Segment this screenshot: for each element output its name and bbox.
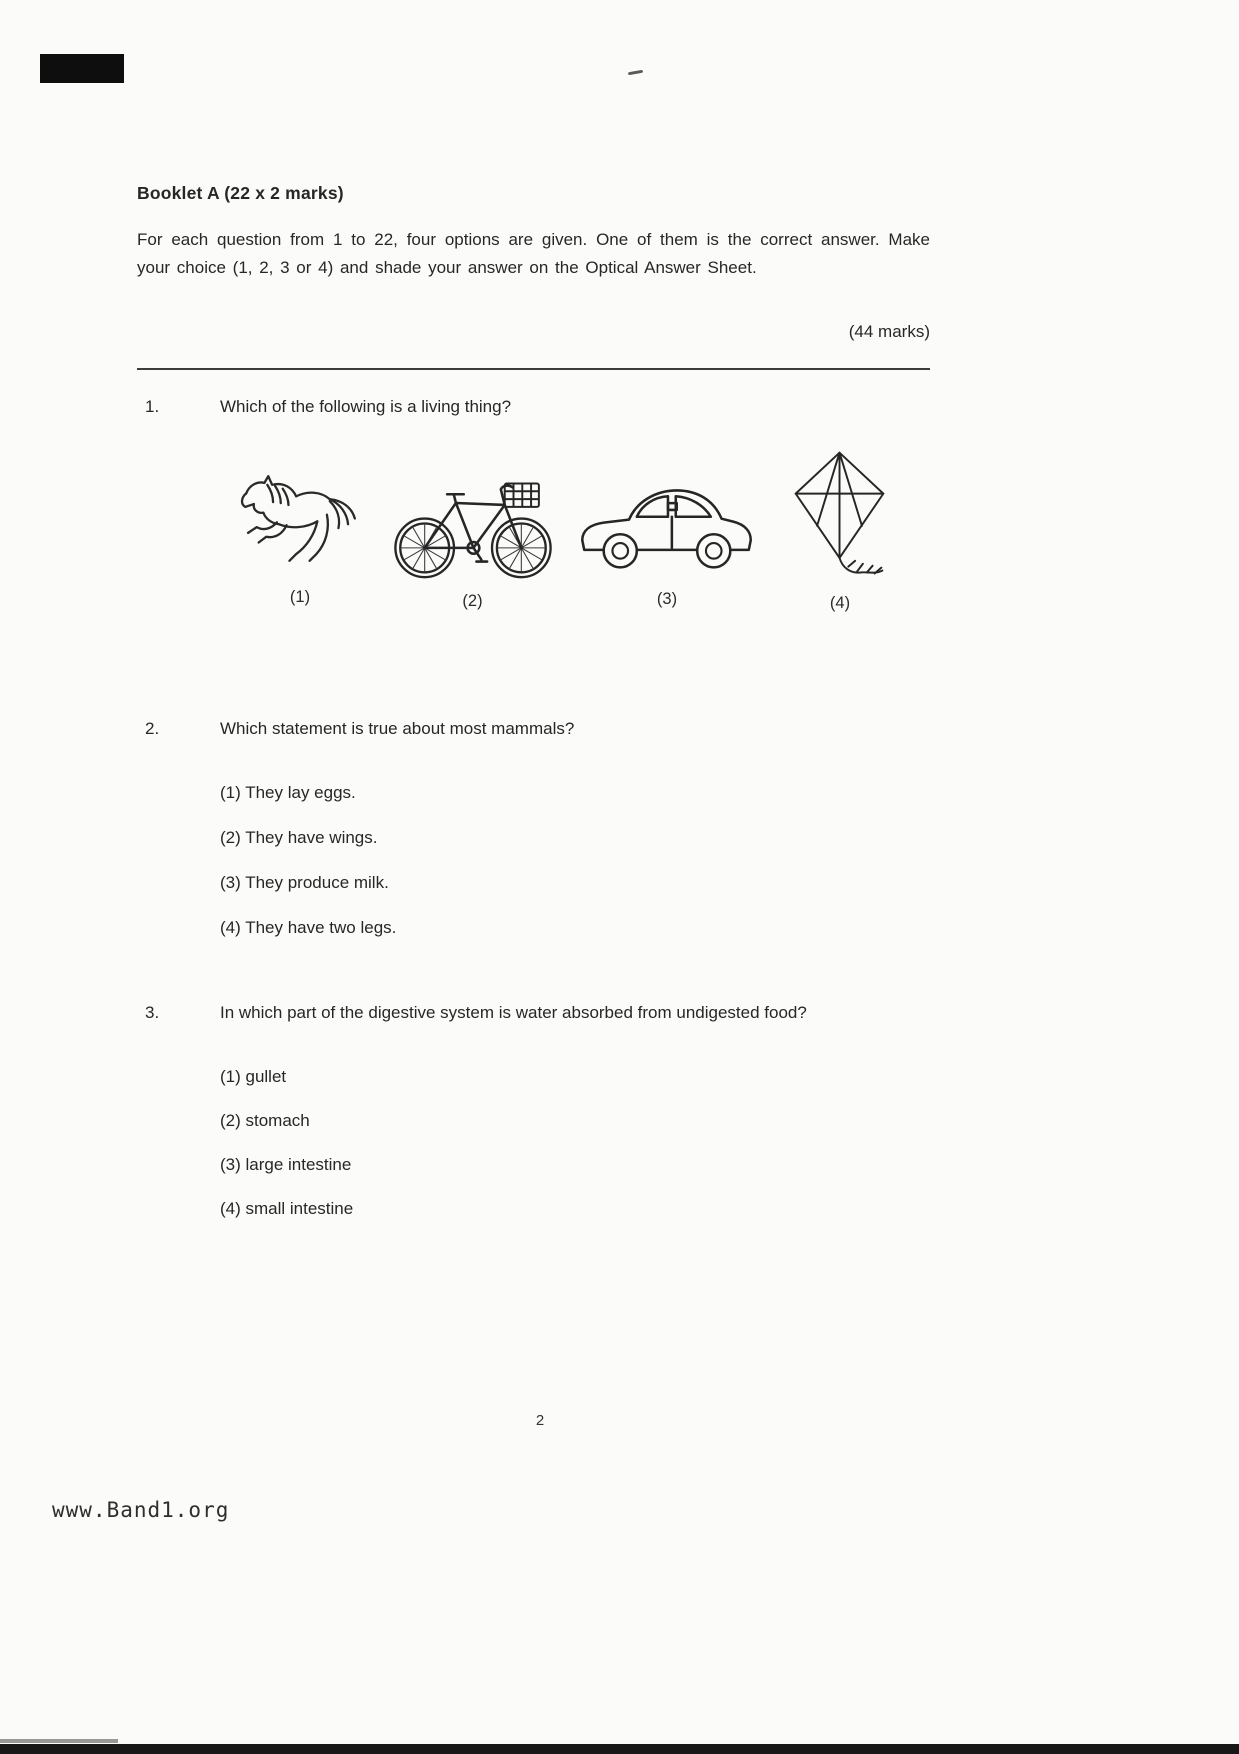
answer-figure-3	[572, 470, 762, 609]
instructions-text: For each question from 1 to 22, four options are given. One of them is the correct answer. Make your choice (1, 2, 3 or 4) and shade your answer on the Optical Answer Sheet.	[137, 230, 930, 277]
horse-image	[230, 455, 370, 580]
question-3-number: 3.	[145, 1003, 160, 1022]
question-1-number: 1.	[145, 397, 160, 416]
option: (1) They lay eggs.	[220, 783, 356, 802]
kite-image	[784, 448, 896, 586]
question-3-text: In which part of the digestive system is water absorbed from undigested food?	[220, 1003, 807, 1022]
answer-figure-3-label: (3)	[656, 590, 678, 608]
option: (4) small intestine	[220, 1199, 354, 1218]
booklet-title: Booklet A (22 x 2 marks)	[137, 183, 344, 203]
question-2-number: 2.	[145, 719, 160, 738]
question-2-options	[220, 783, 396, 963]
option: (1) gullet	[220, 1067, 287, 1086]
answer-figure-2-label: (2)	[462, 592, 483, 610]
option: (3) large intestine	[220, 1155, 352, 1174]
option: (2) They have wings.	[220, 828, 378, 847]
option: (3) They produce milk.	[220, 873, 389, 892]
scan-bottom-smudge	[0, 1739, 118, 1743]
section-divider	[137, 368, 930, 370]
option: (4) They have two legs.	[220, 918, 397, 937]
scan-mark	[628, 70, 643, 76]
answer-figure-1	[225, 455, 375, 607]
page-number: 2	[535, 1412, 545, 1429]
watermark-text: www.Band1.org	[52, 1498, 230, 1522]
scan-bottom-bar	[0, 1744, 1239, 1754]
question-1-text: Which of the following is a living thing?	[220, 397, 512, 416]
marks-total: (44 marks)	[848, 322, 930, 341]
answer-figure-2	[385, 462, 560, 611]
answer-figure-1-label: (1)	[289, 588, 311, 606]
question-3-options	[220, 1067, 353, 1243]
option: (2) stomach	[220, 1111, 310, 1130]
car-image	[574, 470, 760, 582]
answer-figure-4	[780, 448, 900, 613]
question-2-text: Which statement is true about most mammals?	[220, 719, 575, 738]
bicycle-image	[387, 462, 559, 584]
answer-figure-4-label: (4)	[829, 594, 851, 612]
scan-artifact-block	[40, 54, 124, 83]
